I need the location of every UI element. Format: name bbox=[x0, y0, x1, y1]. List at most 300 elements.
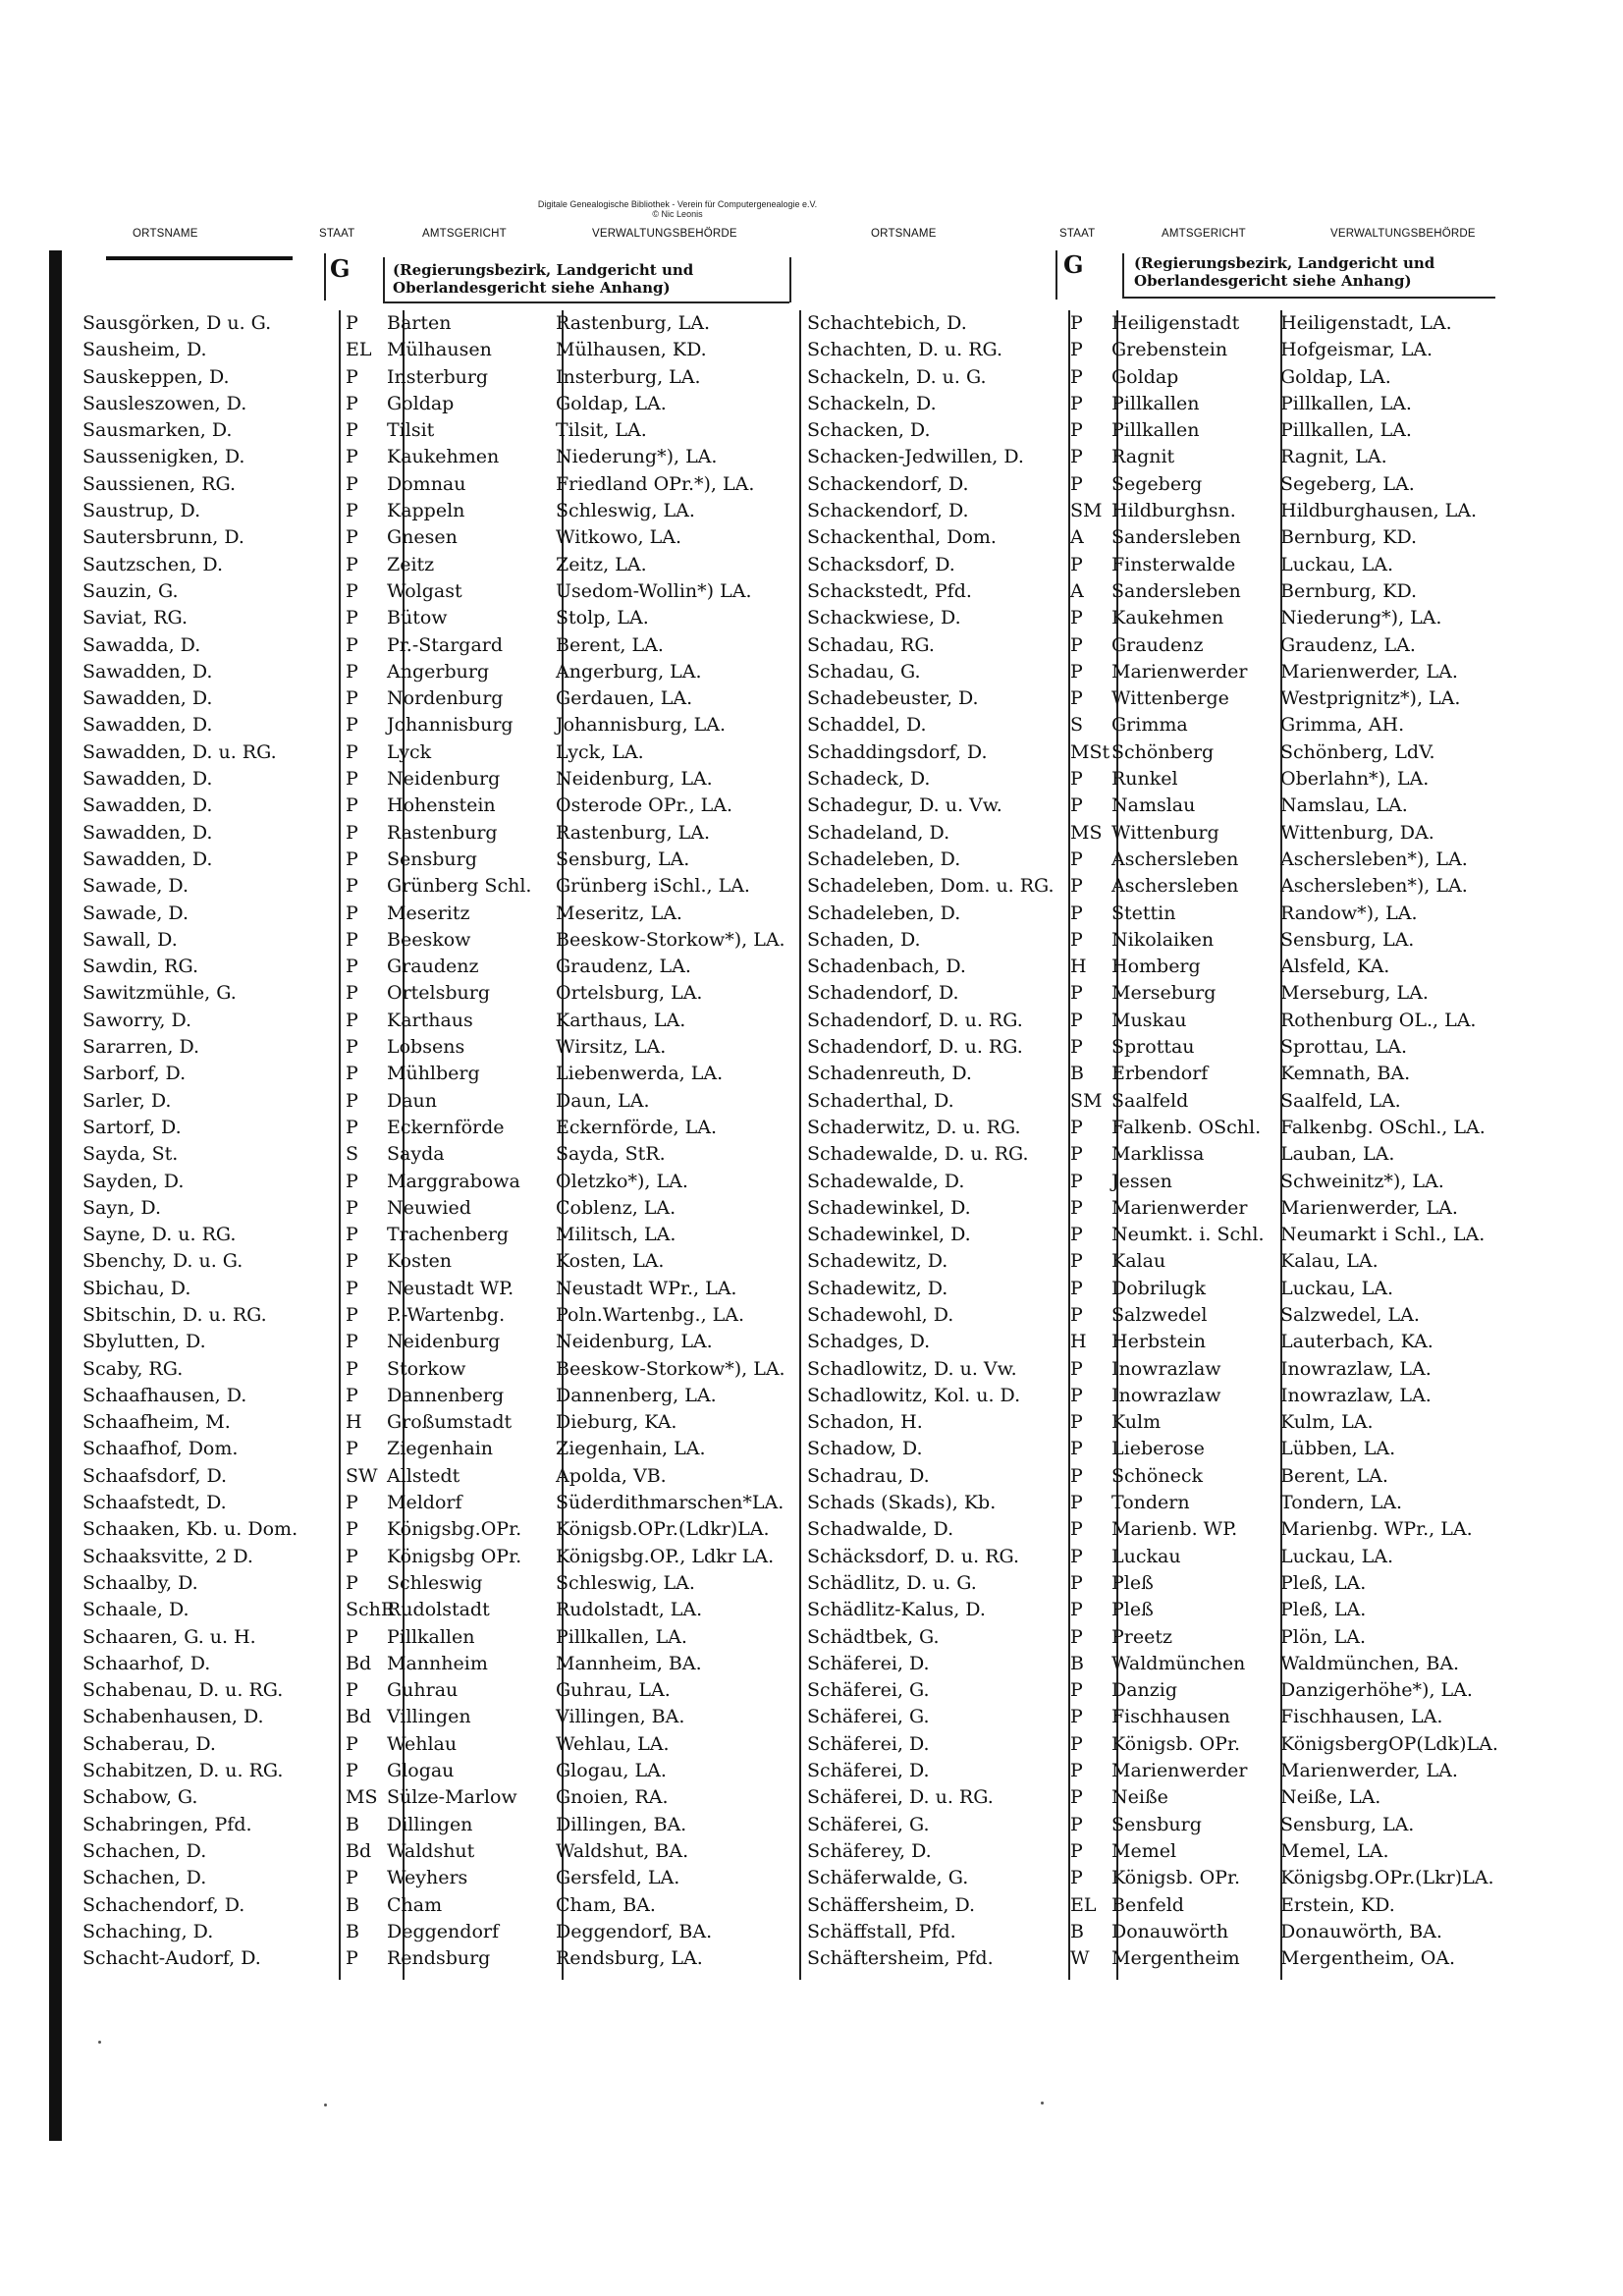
subheader-note-right-1: (Regierungsbezirk, Landgericht und bbox=[1134, 254, 1435, 272]
district-court: Schönberg bbox=[1111, 740, 1215, 763]
table-row bbox=[803, 1838, 1510, 1865]
district-court: Pillkallen bbox=[387, 1625, 475, 1648]
table-row bbox=[803, 310, 1510, 337]
place-name: Schadau, RG. bbox=[807, 633, 935, 656]
state-code: P bbox=[346, 1384, 358, 1406]
administrative-authority: Kalau, LA. bbox=[1280, 1250, 1379, 1273]
administrative-authority: Villingen, BA. bbox=[556, 1706, 685, 1728]
state-code: P bbox=[346, 687, 358, 710]
district-court: Sandersleben bbox=[1111, 579, 1241, 602]
place-name: Schäferei, G. bbox=[807, 1813, 930, 1835]
table-row bbox=[803, 712, 1510, 738]
state-code: P bbox=[346, 714, 358, 737]
table-row bbox=[79, 1838, 795, 1865]
district-court: Rastenburg bbox=[387, 821, 498, 844]
state-code: P bbox=[346, 1947, 358, 1970]
administrative-authority: Pillkallen, LA. bbox=[556, 1625, 687, 1648]
state-code: P bbox=[346, 1571, 358, 1594]
administrative-authority: Johannisburg, LA. bbox=[556, 714, 727, 737]
state-code: P bbox=[1070, 553, 1083, 575]
state-code: P bbox=[1070, 875, 1083, 898]
district-court: Goldap bbox=[387, 392, 455, 414]
district-court: Barten bbox=[387, 312, 452, 334]
administrative-authority: Wehlau, LA. bbox=[556, 1732, 670, 1755]
place-name: Schadlowitz, D. u. Vw. bbox=[807, 1357, 1017, 1380]
district-court: Wehlau bbox=[387, 1732, 458, 1755]
state-code: P bbox=[346, 365, 358, 388]
table-row bbox=[79, 1061, 795, 1087]
district-court: Meseritz bbox=[387, 902, 470, 924]
state-code: P bbox=[346, 956, 358, 978]
table-row bbox=[803, 873, 1510, 900]
district-court: Dillingen bbox=[387, 1813, 473, 1835]
administrative-authority: Pillkallen, LA. bbox=[1280, 419, 1412, 442]
table-row bbox=[803, 1222, 1510, 1248]
table-row bbox=[79, 1892, 795, 1919]
state-code: P bbox=[346, 928, 358, 951]
place-name: Sawall, D. bbox=[82, 928, 178, 951]
place-name: Schaale, D. bbox=[82, 1599, 189, 1621]
table-row bbox=[79, 1945, 795, 1972]
administrative-authority: Plön, LA. bbox=[1280, 1625, 1366, 1648]
state-code: P bbox=[346, 1867, 358, 1889]
state-code: P bbox=[346, 1331, 358, 1353]
table-row bbox=[803, 1784, 1510, 1811]
place-name: Scaby, RG. bbox=[82, 1357, 184, 1380]
table-row bbox=[803, 471, 1510, 498]
table-row bbox=[803, 820, 1510, 847]
table-row bbox=[79, 820, 795, 847]
table-row bbox=[79, 632, 795, 659]
state-code: P bbox=[346, 902, 358, 924]
table-row bbox=[803, 1061, 1510, 1087]
administrative-authority: Ragnit, LA. bbox=[1280, 446, 1387, 468]
district-court: Jessen bbox=[1111, 1170, 1172, 1192]
state-code: A bbox=[1070, 579, 1084, 602]
administrative-authority: Beeskow-Storkow*), LA. bbox=[556, 1357, 785, 1380]
administrative-authority: Neidenburg, LA. bbox=[556, 1331, 713, 1353]
state-code: P bbox=[1070, 847, 1083, 870]
administrative-authority: Kosten, LA. bbox=[556, 1250, 665, 1273]
table-row bbox=[803, 1758, 1510, 1784]
administrative-authority: Bernburg, KD. bbox=[1280, 579, 1418, 602]
table-row bbox=[79, 901, 795, 927]
state-code: P bbox=[1070, 982, 1083, 1005]
table-row bbox=[79, 739, 795, 766]
state-code: SchR bbox=[346, 1599, 396, 1621]
table-row bbox=[79, 1409, 795, 1436]
district-court: Aschersleben bbox=[1111, 847, 1239, 870]
administrative-authority: Sensburg, LA. bbox=[1280, 928, 1415, 951]
state-code: P bbox=[1070, 1625, 1083, 1648]
table-row bbox=[79, 1758, 795, 1784]
district-court: Hildburghsn. bbox=[1111, 500, 1236, 522]
administrative-authority: Rendsburg, LA. bbox=[556, 1947, 703, 1970]
place-name: Schachtebich, D. bbox=[807, 312, 967, 334]
place-name: Schacksdorf, D. bbox=[807, 553, 955, 575]
administrative-authority: Sayda, StR. bbox=[556, 1143, 666, 1166]
place-name: Sautersbrunn, D. bbox=[82, 526, 244, 549]
administrative-authority: Danzigerhöhe*), LA. bbox=[1280, 1679, 1473, 1702]
left-register-table bbox=[79, 310, 795, 1972]
administrative-authority: Rastenburg, LA. bbox=[556, 312, 711, 334]
administrative-authority: Osterode OPr., LA. bbox=[556, 794, 733, 817]
scan-speck bbox=[324, 2104, 327, 2106]
place-name: Saviat, RG. bbox=[82, 607, 189, 629]
district-court: Neustadt WP. bbox=[387, 1277, 514, 1299]
table-row bbox=[79, 417, 795, 444]
place-name: Schaden, D. bbox=[807, 928, 921, 951]
table-row bbox=[803, 766, 1510, 793]
table-row bbox=[803, 1356, 1510, 1383]
table-row bbox=[79, 1597, 795, 1623]
state-code: P bbox=[1070, 1196, 1083, 1219]
place-name: Schadewinkel, D. bbox=[807, 1196, 971, 1219]
administrative-authority: Merseburg, LA. bbox=[1280, 982, 1429, 1005]
administrative-authority: Hofgeismar, LA. bbox=[1280, 339, 1434, 361]
district-court: Grebenstein bbox=[1111, 339, 1228, 361]
table-row bbox=[79, 1222, 795, 1248]
subheader-note-right-2: Oberlandesgericht siehe Anhang) bbox=[1134, 272, 1412, 290]
place-name: Sararren, D. bbox=[82, 1036, 200, 1059]
district-court: Trachenberg bbox=[387, 1224, 510, 1246]
state-code: P bbox=[1070, 660, 1083, 683]
state-code: P bbox=[346, 794, 358, 817]
table-row bbox=[79, 1115, 795, 1141]
state-code: P bbox=[346, 579, 358, 602]
table-row bbox=[79, 1624, 795, 1651]
administrative-authority: Oletzko*), LA. bbox=[556, 1170, 688, 1192]
state-code: P bbox=[346, 607, 358, 629]
state-code: SM bbox=[1070, 500, 1103, 522]
header-verwaltung-left: VERWALTUNGSBEHÖRDE bbox=[592, 228, 737, 240]
district-court: Königsb. OPr. bbox=[1111, 1732, 1240, 1755]
state-code: P bbox=[1070, 768, 1083, 791]
administrative-authority: Poln.Wartenbg., LA. bbox=[556, 1303, 745, 1326]
district-court: Villingen bbox=[387, 1706, 471, 1728]
district-court: Neidenburg bbox=[387, 1331, 501, 1353]
state-code: P bbox=[1070, 339, 1083, 361]
state-code: P bbox=[1070, 1303, 1083, 1326]
state-code: P bbox=[346, 633, 358, 656]
administrative-authority: Goldap, LA. bbox=[556, 392, 667, 414]
table-row bbox=[79, 552, 795, 578]
place-name: Schaching, D. bbox=[82, 1920, 214, 1942]
table-row bbox=[79, 1651, 795, 1677]
district-court: Ortelsburg bbox=[387, 982, 491, 1005]
district-court: Sülze-Marlow bbox=[387, 1786, 517, 1809]
district-court: Dobrilugk bbox=[1111, 1277, 1206, 1299]
state-code: P bbox=[346, 1224, 358, 1246]
district-court: Donauwörth bbox=[1111, 1920, 1229, 1942]
place-name: Schachten, D. u. RG. bbox=[807, 339, 1003, 361]
district-court: Marklissa bbox=[1111, 1143, 1205, 1166]
district-court: Inowrazlaw bbox=[1111, 1384, 1221, 1406]
table-row bbox=[79, 1704, 795, 1730]
district-court: Zeitz bbox=[387, 553, 435, 575]
state-code: P bbox=[1070, 1813, 1083, 1835]
table-row bbox=[79, 1248, 795, 1275]
place-name: Schäferei, D. u. RG. bbox=[807, 1786, 994, 1809]
place-name: Sawitzmühle, G. bbox=[82, 982, 237, 1005]
state-code: MS bbox=[1070, 821, 1103, 844]
place-name: Schads (Skads), Kb. bbox=[807, 1492, 997, 1514]
district-court: Waldmünchen bbox=[1111, 1652, 1246, 1674]
district-court: Pleß bbox=[1111, 1571, 1154, 1594]
administrative-authority: Marienbg. WPr., LA. bbox=[1280, 1518, 1473, 1541]
district-court: Salzwedel bbox=[1111, 1303, 1208, 1326]
place-name: Schäferei, D. bbox=[807, 1732, 930, 1755]
place-name: Schäftersheim, Pfd. bbox=[807, 1947, 994, 1970]
table-row bbox=[79, 605, 795, 631]
administrative-authority: Inowrazlaw, LA. bbox=[1280, 1357, 1432, 1380]
place-name: Schadrau, D. bbox=[807, 1464, 930, 1487]
header-bracket bbox=[383, 257, 385, 302]
table-row bbox=[803, 1169, 1510, 1195]
administrative-authority: Berent, LA. bbox=[556, 633, 664, 656]
administrative-authority: Erstein, KD. bbox=[1280, 1893, 1395, 1916]
place-name: Schackenthal, Dom. bbox=[807, 526, 997, 549]
state-code: P bbox=[1070, 1357, 1083, 1380]
district-court: Bütow bbox=[387, 607, 448, 629]
state-code: B bbox=[346, 1920, 359, 1942]
district-court: Neuwied bbox=[387, 1196, 471, 1219]
table-row bbox=[803, 1544, 1510, 1570]
state-code: P bbox=[1070, 1867, 1083, 1889]
district-court: Weyhers bbox=[387, 1867, 468, 1889]
state-code: P bbox=[1070, 1464, 1083, 1487]
administrative-authority: Zeitz, LA. bbox=[556, 553, 647, 575]
place-name: Schackeln, D. u. G. bbox=[807, 365, 987, 388]
district-court: Sensburg bbox=[387, 847, 477, 870]
administrative-authority: Mülhausen, KD. bbox=[556, 339, 707, 361]
table-row bbox=[803, 1570, 1510, 1597]
place-name: Schadewalde, D. u. RG. bbox=[807, 1143, 1029, 1166]
place-name: Sautzschen, D. bbox=[82, 553, 224, 575]
administrative-authority: Tondern, LA. bbox=[1280, 1492, 1403, 1514]
state-code: P bbox=[1070, 472, 1083, 495]
administrative-authority: Salzwedel, LA. bbox=[1280, 1303, 1420, 1326]
place-name: Saustrup, D. bbox=[82, 500, 201, 522]
state-code: P bbox=[346, 982, 358, 1005]
place-name: Schachen, D. bbox=[82, 1839, 207, 1862]
place-name: Schabitzen, D. u. RG. bbox=[82, 1760, 284, 1782]
state-code: A bbox=[1070, 526, 1084, 549]
header-ortsname-right: ORTSNAME bbox=[871, 228, 937, 240]
state-code: P bbox=[1070, 1250, 1083, 1273]
district-court: Benfeld bbox=[1111, 1893, 1184, 1916]
scan-speck bbox=[1041, 2102, 1044, 2105]
header-staat-left: STAAT bbox=[319, 228, 355, 240]
table-row bbox=[803, 954, 1510, 980]
administrative-authority: Lauban, LA. bbox=[1280, 1143, 1395, 1166]
table-row bbox=[79, 1516, 795, 1543]
district-court: Namslau bbox=[1111, 794, 1196, 817]
place-name: Schäffstall, Pfd. bbox=[807, 1920, 956, 1942]
table-row bbox=[803, 1034, 1510, 1061]
administrative-authority: Rastenburg, LA. bbox=[556, 821, 711, 844]
table-row bbox=[79, 498, 795, 524]
administrative-authority: Guhrau, LA. bbox=[556, 1679, 671, 1702]
administrative-authority: Friedland OPr.*), LA. bbox=[556, 472, 755, 495]
place-name: Schäferei, D. bbox=[807, 1652, 930, 1674]
place-name: Schädtbek, G. bbox=[807, 1625, 940, 1648]
table-row bbox=[79, 766, 795, 793]
district-court: Pillkallen bbox=[1111, 392, 1200, 414]
administrative-authority: Pillkallen, LA. bbox=[1280, 392, 1412, 414]
district-court: Saalfeld bbox=[1111, 1089, 1189, 1112]
scan-edge-bar bbox=[49, 250, 62, 2141]
state-code: P bbox=[346, 446, 358, 468]
district-court: Kosten bbox=[387, 1250, 452, 1273]
district-court: Schöneck bbox=[1111, 1464, 1203, 1487]
place-name: Sawadden, D. bbox=[82, 714, 213, 737]
place-name: Schädlitz-Kalus, D. bbox=[807, 1599, 986, 1621]
district-court: Mühlberg bbox=[387, 1063, 480, 1085]
table-row bbox=[803, 391, 1510, 417]
state-code: P bbox=[346, 1438, 358, 1460]
district-court: Grünberg Schl. bbox=[387, 875, 532, 898]
table-row bbox=[803, 793, 1510, 819]
place-name: Schackstedt, Pfd. bbox=[807, 579, 972, 602]
state-code: P bbox=[1070, 687, 1083, 710]
table-row bbox=[79, 1008, 795, 1034]
state-code: P bbox=[346, 1063, 358, 1085]
district-court: Fischhausen bbox=[1111, 1706, 1230, 1728]
table-row bbox=[803, 552, 1510, 578]
administrative-authority: Apolda, VB. bbox=[556, 1464, 667, 1487]
district-court: Inowrazlaw bbox=[1111, 1357, 1221, 1380]
district-court: Königsb. OPr. bbox=[1111, 1867, 1240, 1889]
place-name: Schadon, H. bbox=[807, 1411, 923, 1434]
place-name: Schadwalde, D. bbox=[807, 1518, 954, 1541]
place-name: Schackendorf, D. bbox=[807, 500, 969, 522]
place-name: Sayden, D. bbox=[82, 1170, 185, 1192]
table-row bbox=[803, 1516, 1510, 1543]
administrative-authority: Königsb.OPr.(Ldkr)LA. bbox=[556, 1518, 770, 1541]
table-row bbox=[803, 364, 1510, 391]
place-name: Sartorf, D. bbox=[82, 1116, 182, 1138]
table-row bbox=[79, 524, 795, 551]
right-register-table bbox=[803, 310, 1510, 1972]
table-row bbox=[803, 1490, 1510, 1516]
table-row bbox=[803, 1945, 1510, 1972]
administrative-authority: Usedom-Wollin*) LA. bbox=[556, 579, 752, 602]
state-code: P bbox=[346, 875, 358, 898]
district-court: Kaukehmen bbox=[1111, 607, 1224, 629]
state-code: P bbox=[1070, 1143, 1083, 1166]
place-name: Schabow, G. bbox=[82, 1786, 198, 1809]
state-code: P bbox=[346, 1277, 358, 1299]
place-name: Schäferei, G. bbox=[807, 1706, 930, 1728]
district-court: Rendsburg bbox=[387, 1947, 491, 1970]
administrative-authority: Neustadt WPr., LA. bbox=[556, 1277, 737, 1299]
administrative-authority: Pleß, LA. bbox=[1280, 1571, 1367, 1594]
administrative-authority: Lübben, LA. bbox=[1280, 1438, 1396, 1460]
state-code: P bbox=[346, 1732, 358, 1755]
table-row bbox=[79, 391, 795, 417]
place-name: Schaaksvitte, 2 D. bbox=[82, 1545, 253, 1567]
administrative-authority: Niederung*), LA. bbox=[1280, 607, 1442, 629]
table-row bbox=[79, 980, 795, 1007]
table-row bbox=[79, 712, 795, 738]
district-court: Glogau bbox=[387, 1760, 455, 1782]
table-row bbox=[79, 847, 795, 873]
state-code: P bbox=[1070, 1438, 1083, 1460]
place-name: Schaaren, G. u. H. bbox=[82, 1625, 256, 1648]
table-row bbox=[79, 1169, 795, 1195]
table-row bbox=[803, 927, 1510, 954]
district-court: Danzig bbox=[1111, 1679, 1178, 1702]
state-code: EL bbox=[1070, 1893, 1097, 1916]
district-court: Falkenb. OSchl. bbox=[1111, 1116, 1262, 1138]
table-row bbox=[79, 1195, 795, 1222]
administrative-authority: Waldshut, BA. bbox=[556, 1839, 689, 1862]
district-court: Allstedt bbox=[387, 1464, 460, 1487]
administrative-authority: Mergentheim, OA. bbox=[1280, 1947, 1456, 1970]
table-row bbox=[803, 980, 1510, 1007]
place-name: Schaafheim, M. bbox=[82, 1411, 231, 1434]
state-code: P bbox=[1070, 633, 1083, 656]
district-court: Goldap bbox=[1111, 365, 1179, 388]
place-name: Schadenbach, D. bbox=[807, 956, 966, 978]
place-name: Schaafhausen, D. bbox=[82, 1384, 247, 1406]
administrative-authority: Graudenz, LA. bbox=[1280, 633, 1416, 656]
table-row bbox=[803, 1195, 1510, 1222]
administrative-authority: Rothenburg OL., LA. bbox=[1280, 1009, 1477, 1031]
administrative-authority: Randow*), LA. bbox=[1280, 902, 1418, 924]
district-court: Lieberose bbox=[1111, 1438, 1205, 1460]
table-row bbox=[803, 1088, 1510, 1115]
administrative-authority: Dieburg, KA. bbox=[556, 1411, 677, 1434]
state-code: P bbox=[1070, 1732, 1083, 1755]
administrative-authority: Karthaus, LA. bbox=[556, 1009, 686, 1031]
administrative-authority: Ziegenhain, LA. bbox=[556, 1438, 706, 1460]
state-code: P bbox=[1070, 1571, 1083, 1594]
state-code: P bbox=[1070, 794, 1083, 817]
district-court: Johannisburg bbox=[387, 714, 514, 737]
administrative-authority: Königsbg.OP., Ldkr LA. bbox=[556, 1545, 775, 1567]
place-name: Schadau, G. bbox=[807, 660, 921, 683]
place-name: Schackeln, D. bbox=[807, 392, 937, 414]
administrative-authority: Marienwerder, LA. bbox=[1280, 1760, 1458, 1782]
scan-speck bbox=[98, 2041, 101, 2044]
administrative-authority: Aschersleben*), LA. bbox=[1280, 847, 1468, 870]
table-row bbox=[79, 471, 795, 498]
district-court: Meldorf bbox=[387, 1492, 462, 1514]
state-code: B bbox=[1070, 1063, 1084, 1085]
table-row bbox=[79, 1784, 795, 1811]
place-name: Sausgörken, D u. G. bbox=[82, 312, 272, 334]
district-court: Marggrabowa bbox=[387, 1170, 520, 1192]
district-court: Sandersleben bbox=[1111, 526, 1241, 549]
place-name: Sausheim, D. bbox=[82, 339, 207, 361]
table-row bbox=[79, 954, 795, 980]
district-court: Neiße bbox=[1111, 1786, 1168, 1809]
subheader-note-left-2: Oberlandesgericht siehe Anhang) bbox=[393, 279, 671, 297]
administrative-authority: Marienwerder, LA. bbox=[1280, 1196, 1458, 1219]
administrative-authority: Aschersleben*), LA. bbox=[1280, 875, 1468, 898]
administrative-authority: Gnoien, RA. bbox=[556, 1786, 669, 1809]
place-name: Schacht-Audorf, D. bbox=[82, 1947, 261, 1970]
administrative-authority: Heiligenstadt, LA. bbox=[1280, 312, 1452, 334]
administrative-authority: Falkenbg. OSchl., LA. bbox=[1280, 1116, 1486, 1138]
administrative-authority: Saalfeld, LA. bbox=[1280, 1089, 1401, 1112]
place-name: Sarler, D. bbox=[82, 1089, 172, 1112]
district-court: Homberg bbox=[1111, 956, 1201, 978]
district-court: Marienwerder bbox=[1111, 660, 1248, 683]
administrative-authority: Sensburg, LA. bbox=[556, 847, 690, 870]
